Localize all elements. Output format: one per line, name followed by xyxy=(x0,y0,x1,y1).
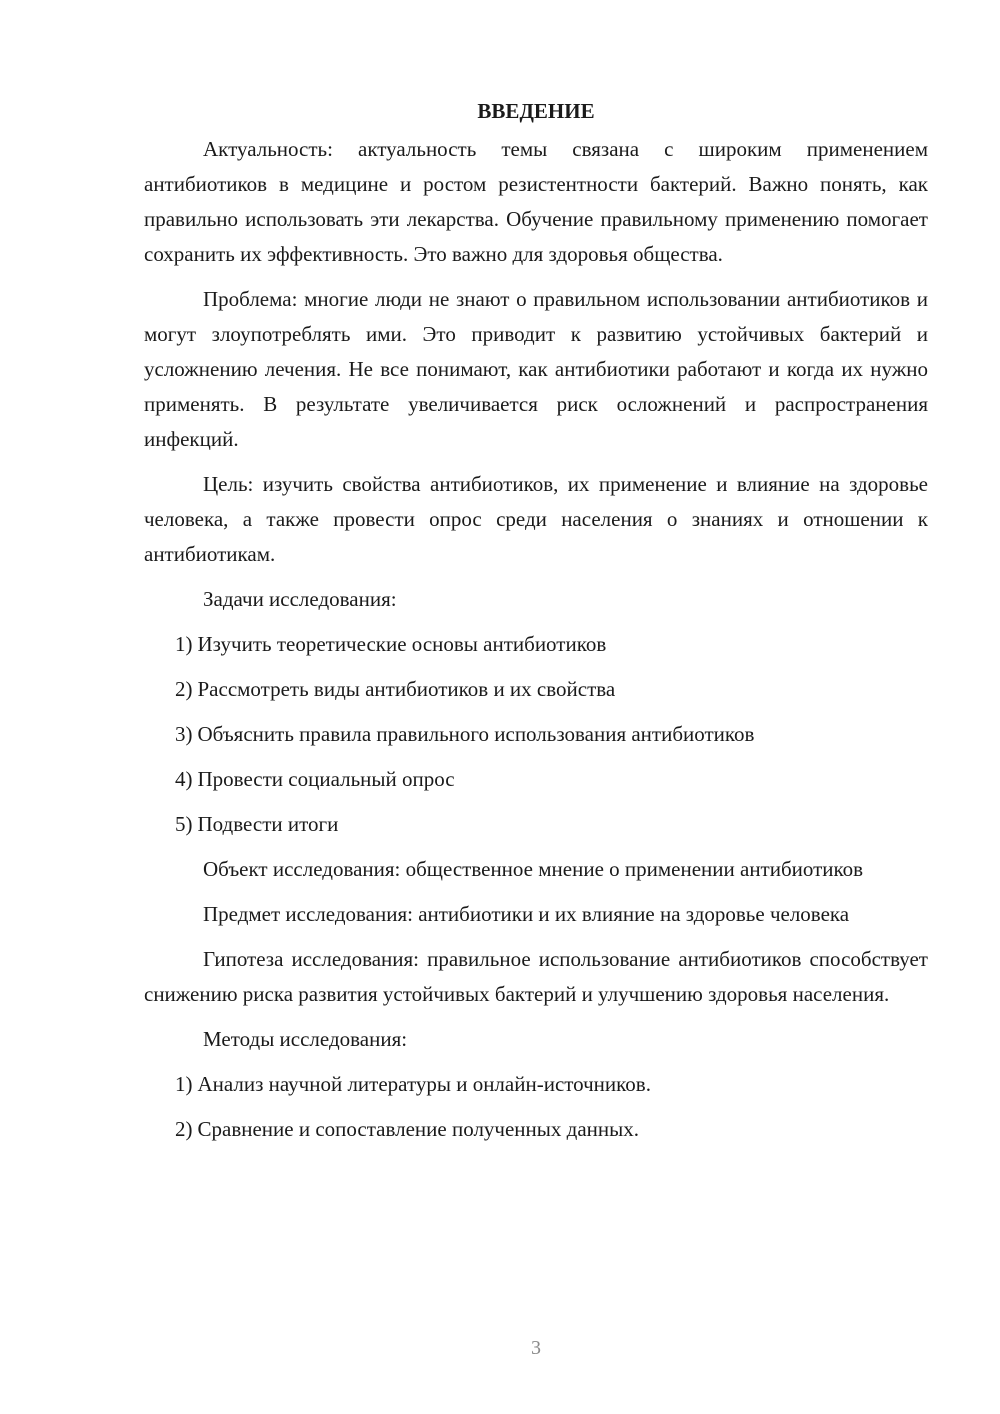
task-text: Объяснить правила правильного использования антибиотиков xyxy=(197,722,755,746)
section-title: ВВЕДЕНИЕ xyxy=(477,99,595,123)
method-text: Сравнение и сопоставление полученных данных. xyxy=(197,1117,639,1141)
task-number: 1) xyxy=(175,632,193,656)
hypothesis-paragraph: Гипотеза исследования: правильное использование антибиотиков способствует снижению риска развития устойчивых бактерий и улучшению здоровья населения. xyxy=(144,947,928,1006)
task-item xyxy=(144,762,928,797)
page-content xyxy=(144,96,928,1157)
task-number: 2) xyxy=(175,677,193,701)
methods-heading: Методы исследования: xyxy=(203,1027,408,1051)
task-item xyxy=(144,672,928,707)
method-item xyxy=(144,1067,928,1102)
method-item xyxy=(144,1112,928,1147)
method-number: 2) xyxy=(175,1117,193,1141)
method-number: 1) xyxy=(175,1072,193,1096)
task-number: 5) xyxy=(175,812,193,836)
goal-paragraph: Цель: изучить свойства антибиотиков, их применение и влияние на здоровье человека, а также провести опрос среди населения о знаниях и отношении к антибиотикам. xyxy=(144,472,928,566)
task-text: Рассмотреть виды антибиотиков и их свойства xyxy=(197,677,616,701)
task-number: 4) xyxy=(175,767,193,791)
task-text: Провести социальный опрос xyxy=(197,767,455,791)
tasks-heading: Задачи исследования: xyxy=(203,587,397,611)
page-number: 3 xyxy=(531,1337,541,1359)
task-number: 3) xyxy=(175,722,193,746)
task-text: Изучить теоретические основы антибиотиков xyxy=(197,632,607,656)
task-item xyxy=(144,807,928,842)
subject-paragraph: Предмет исследования: антибиотики и их влияние на здоровье человека xyxy=(203,902,850,926)
task-item xyxy=(144,717,928,752)
task-text: Подвести итоги xyxy=(197,812,339,836)
task-item xyxy=(144,627,928,662)
object-paragraph: Объект исследования: общественное мнение о применении антибиотиков xyxy=(203,857,864,881)
relevance-paragraph: Актуальность: актуальность темы связана с широким применением антибиотиков в медицине и ростом резистентности бактерий. Важно понять, как правильно использовать эти лекарства. Обучение правильному применению помогает сохранить их эффективность. Это важно для здоровья общества. xyxy=(144,137,928,266)
method-text: Анализ научной литературы и онлайн-источников. xyxy=(197,1072,651,1096)
problem-paragraph: Проблема: многие люди не знают о правильном использовании антибиотиков и могут злоупотреблять ими. Это приводит к развитию устойчивых бактерий и усложнению лечения. Не все понимают, как антибиотики работают и когда их нужно применять. В результате увеличивается риск осложнений и распространения инфекций. xyxy=(144,287,928,451)
